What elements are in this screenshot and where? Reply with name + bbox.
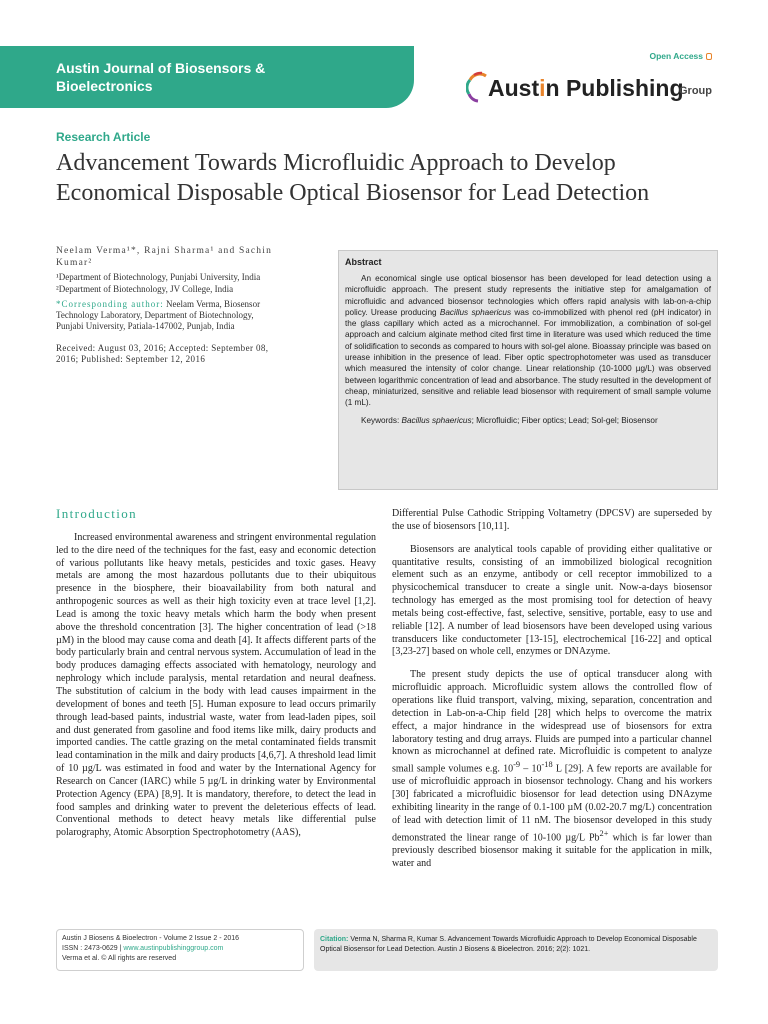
journal-banner (0, 46, 414, 108)
publisher-logo (466, 70, 716, 104)
article-title: Advancement Towards Microfluidic Approach to Develop Economical Disposable Optical Biosensor for Lead Detection (56, 150, 650, 206)
authors: Neelam Verma¹*, Rajni Sharma¹ and Sachin Kumar² (56, 246, 273, 268)
footer-journal-info: Austin J Biosens & Bioelectron - Volume 2 Issue 2 - 2016 ISSN : 2473-0629 | www.austinpublishinggroup.com Verma et al. © All rights are reserved (56, 929, 304, 971)
affiliation-2: ²Department of Biotechnology, JV College, India (56, 284, 234, 294)
right-column (392, 508, 712, 871)
right-paragraph-continued: Differential Pulse Cathodic Stripping Voltametry (DPCSV) are superseded by the use of biosensors [10,11]. (392, 508, 712, 532)
journal-website-link[interactable]: www.austinpublishinggroup.com (123, 945, 224, 952)
journal-name-line2: Bioelectronics (56, 78, 153, 94)
publisher-name: Austin Publishing (488, 75, 684, 101)
intro-paragraph-1: Increased environmental awareness and stringent environmental regulation led to the dire need of the techniques for the fast, easy and economic detection of various pollutants like heavy metals, pesticides and toxic gases. Heavy metals are among the most hazardous pollutants due to their ubiquitous presence in the biosphere, their bioavailability from both natural and anthropogenic sources as well as their high toxicity even at trace level [1,2]. Lead is among the toxic heavy metals which harm the body when present above the threshold concentration [3]. The higher concentration of lead (>18 µM) in the blood may cause coma and death [4]. It affects different parts of the body particularly brain and central nervous system. Accumulation of lead in the body produces damaging effects associated with hematology, neurology and nephrology which include paralysis, mental retardation and neural deafness. The substitution of calcium in the body with lead causes impairment in the development of bones and teeth [5]. Human exposure to lead occurs primarily through lead-based paints, industrial waste, water from lead-laden pipes, soil and dust generated from gasoline and food items like milk, dairy products and imported candies. The cattle grazing on the metal contaminated fields transmit lead contamination in the milk and dairy products [4,6,7]. A threshold lead limit of 10 µg/L was estimated in food and water by the International Agency for Research on Cancer (IARC) while 5 µg/L in drinking water by Environmental Protection Agency (EPA) [8,9]. It is mandatory, therefore, to detect the lead in food samples and drinking water to prevent the deleterious effects of lead. Conventional methods to detect heavy metals like differential pulse polarography, Atomic Absorption Spectrophotometry (AAS), (56, 531, 376, 839)
logo-swirl-icon (466, 70, 488, 104)
abstract-box (338, 250, 718, 490)
right-paragraph-present-study: The present study depicts the use of optical transducer along with microfluidic approach. Microfluidic system allows the controlled flow of operations like fluid transport, valving, mixing, separation, concentration and detection in Lab-on-a-Chip field [28] which helps to overcome the matrix effect, a major hindrance in the widespread use of biosensors for extra laboratory testing and drug arrays. Fluids are pumped into a particular channel known as microchannel at defined rate. Microfluidic is competent to analyze small sample volumes e.g. $10^{-9} - 10^{-18}$ L [29]. A few reports are available for use of microfluidic approach in biosensor technology. Chang and his workers [30] fabricated a microfluidic biosensor for lead detection using DNAzyme exhibiting linearity in the range of 0.1-100 µM (0.02-20.7 mg/L) concentration of lead with detection limit of 11 nM. The biosensor developed in this study demonstrated the linear range of 10-100 µg/L $Pb^{2+}$ which is far lower than previously described biosensor making it suitable for the application in milk, water and (392, 669, 713, 869)
citation-label: Citation: (320, 936, 349, 943)
publisher-group: Group (679, 85, 712, 97)
article-dates: Received: August 03, 2016; Accepted: September 08, 2016; Published: September 12, 2016 (56, 343, 269, 364)
page-footer (56, 929, 718, 971)
right-paragraph-biosensors: Biosensors are analytical tools capable of providing either qualitative or quantitative results, consisting of an immobilized biological recognition element such as an enzyme, antibody or cell receptor immobilized to a physicochemical transducer to create a single unit. Now-a-days biosensor technology has emerged as the most promising tool for detection of heavy metals being cost-effective, fast, selective, sensitive, portable, easy to use and reliable [12]. A number of lead biosensors have been developed using various transducers like conductometer [13-15], electrochemical [16-22] and optical [3,23-27] based on whole cell, enzymes or DNAzyme. (392, 543, 712, 658)
abstract-heading: Abstract (345, 257, 382, 267)
corresponding-author: *Corresponding author: Neelam Verma, Biosensor Technology Laboratory, Department of Biotechnology, Punjabi University, Patiala-147002, Punjab, India (56, 299, 261, 331)
open-access-label: Open Access (649, 51, 703, 61)
introduction-heading: Introduction (56, 506, 138, 521)
footer-citation: Citation: Verma N, Sharma R, Kumar S. Advancement Towards Microfluidic Approach to Develop Economical Disposable Optical Biosensor for Lead Detection. Austin J Biosens & Bioelectron. 2016; 2(2): 1021. (314, 929, 718, 971)
abstract-text: An economical single use optical biosensor has been developed for lead detection using a microfluidic approach. The present study represents the initiative step for amalgamation of microfluidic and advanced biosensor technologies which offers rapid analysis with lab-on-a-chip policy. Urease producing Bacillus sphaericus was co-immobilized with phenol red (pH indicator) in the glass capillary which acted as a microchannel. For immobilization, a combination of sol-gel approach and calcium alginate method cited first time in literature was used which reduced the time of solidification to seconds as compared to hours with sol-gel alone. Bioassay principle was based on urease inhibition in the presence of lead. Fiber optic spectrophotometer was used as transducer which measured the intensity of color change. Linear relationship (10-1000 µg/L) was observed between logarithmic concentration of lead and absorbance. The study resulted in the development of cheap, miniaturized, sensitive and reliable lead biosensor with requirement of small sample volume (1 mL). (345, 274, 712, 408)
keywords: Keywords: Bacillus sphaericus; Microfluidic; Fiber optics; Lead; Sol-gel; Biosensor (361, 415, 658, 425)
open-access-badge (649, 51, 712, 61)
affiliation-1: ¹Department of Biotechnology, Punjabi University, India (56, 272, 261, 282)
article-type: Research Article (56, 130, 151, 144)
journal-name-line1: Austin Journal of Biosensors & (56, 60, 266, 76)
corr-label: *Corresponding author: (56, 299, 164, 309)
journal-name (56, 59, 265, 95)
left-column (56, 508, 376, 840)
open-lock-icon (706, 53, 712, 60)
